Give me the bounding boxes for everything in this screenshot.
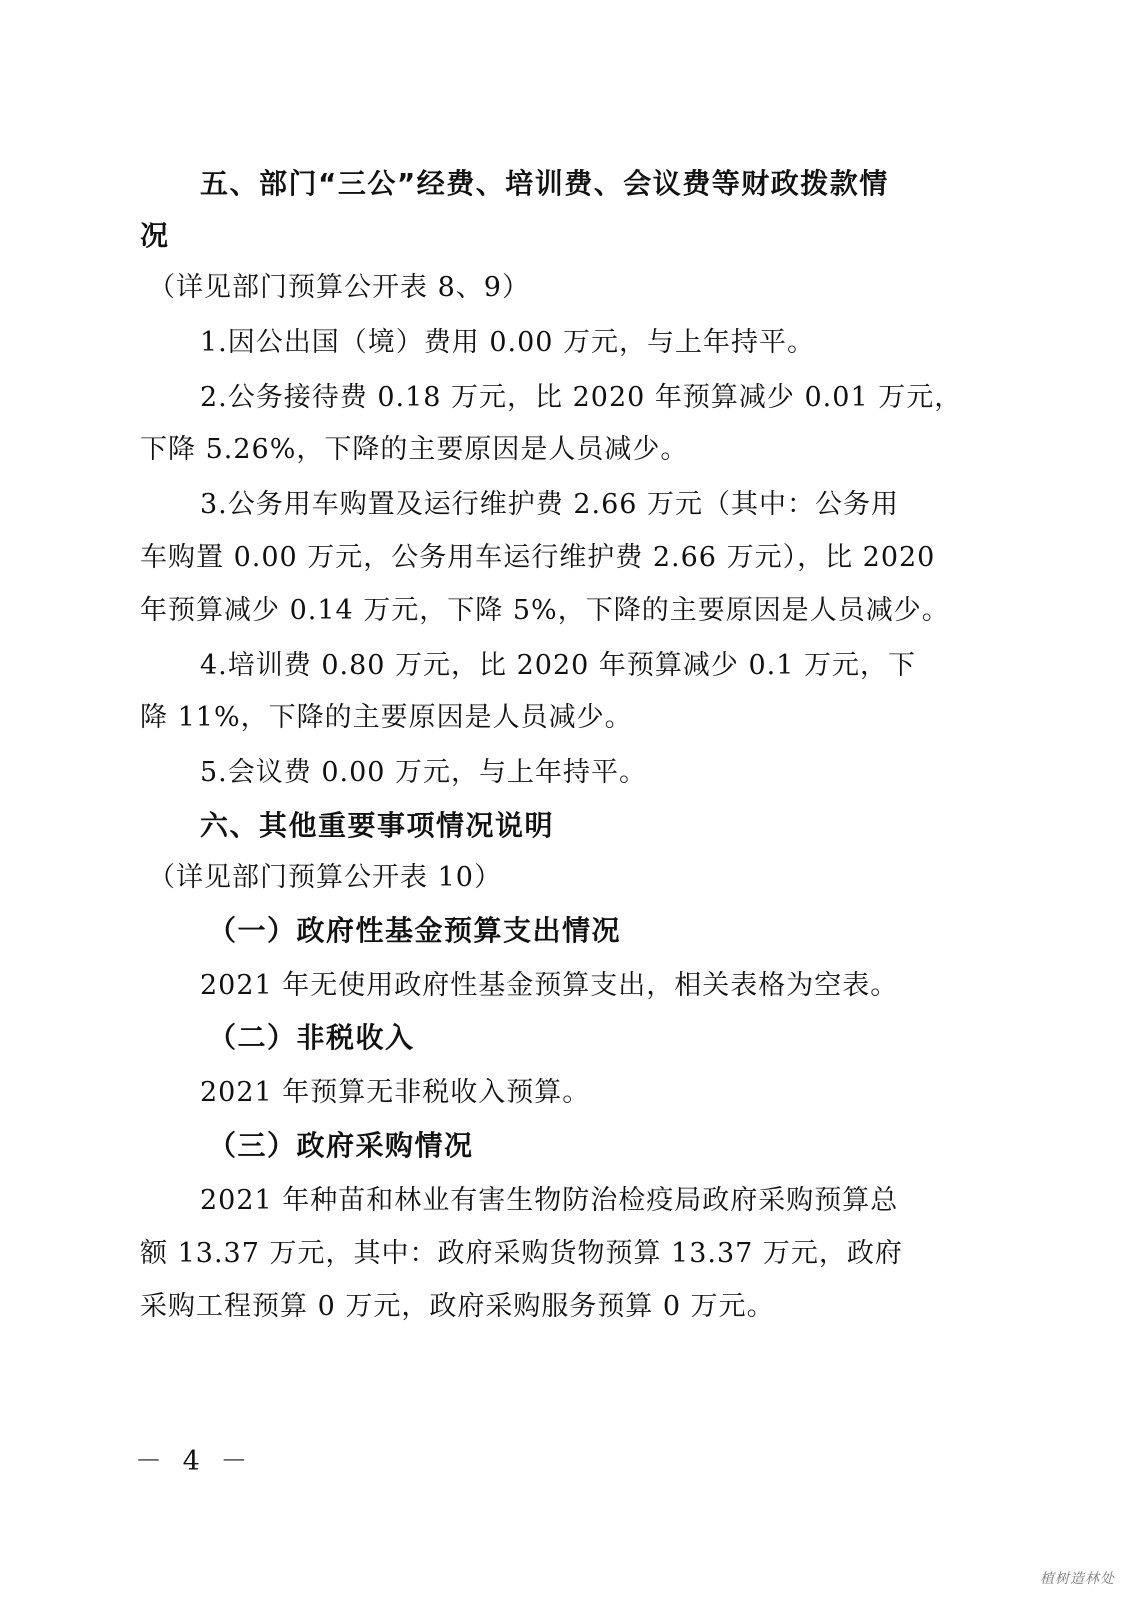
- section-5-title-line-2: 况: [140, 219, 170, 252]
- item-4-text-line-2: 降 11%，下降的主要原因是人员减少。: [140, 702, 633, 733]
- item-4-text-line-1: 4.培训费 0.80 万元，比 2020 年预算减少 0.1 万元，下: [200, 650, 917, 681]
- subsection-2-text: 2021 年预算无非税收入预算。: [200, 1077, 591, 1108]
- subsection-1-title: （一）政府性基金预算支出情况: [208, 914, 622, 947]
- item-5-text: 5.会议费 0.00 万元，与上年持平。: [200, 757, 648, 788]
- item-2-text-line-1: 2.公务接待费 0.18 万元，比 2020 年预算减少 0.01 万元，: [200, 382, 963, 413]
- subsection-2-title: （二）非税收入: [208, 1021, 415, 1054]
- item-3-text-line-1: 3.公务用车购置及运行维护费 2.66 万元（其中：公务用: [200, 489, 900, 520]
- section-5-note: （详见部门预算公开表 8、9）: [148, 272, 530, 303]
- item-3-text-line-2: 车购置 0.00 万元，公务用车运行维护费 2.66 万元），比 2020: [140, 542, 936, 573]
- section-5-title-line-1: 五、部门“三公”经费、培训费、会议费等财政拨款情: [200, 167, 889, 200]
- subsection-1-text: 2021 年无使用政府性基金预算支出，相关表格为空表。: [200, 970, 899, 1001]
- section-6-note: （详见部门预算公开表 10）: [148, 862, 502, 893]
- watermark-text: 植树造林处: [1040, 1571, 1115, 1587]
- item-2-text-line-2: 下降 5.26%，下降的主要原因是人员减少。: [140, 434, 689, 465]
- section-6-title: 六、其他重要事项情况说明: [200, 809, 555, 842]
- subsection-3-text-line-1: 2021 年种苗和林业有害生物防治检疫局政府采购预算总: [200, 1185, 899, 1216]
- item-1-text: 1.因公出国（境）费用 0.00 万元，与上年持平。: [200, 327, 816, 358]
- item-3-text-line-3: 年预算减少 0.14 万元，下降 5%，下降的主要原因是人员减少。: [140, 595, 950, 626]
- subsection-3-text-line-3: 采购工程预算 0 万元，政府采购服务预算 0 万元。: [140, 1291, 775, 1322]
- subsection-3-title: （三）政府采购情况: [208, 1129, 474, 1162]
- page-number: － 4 －: [135, 1446, 254, 1477]
- subsection-3-text-line-2: 额 13.37 万元，其中：政府采购货物预算 13.37 万元，政府: [140, 1238, 903, 1269]
